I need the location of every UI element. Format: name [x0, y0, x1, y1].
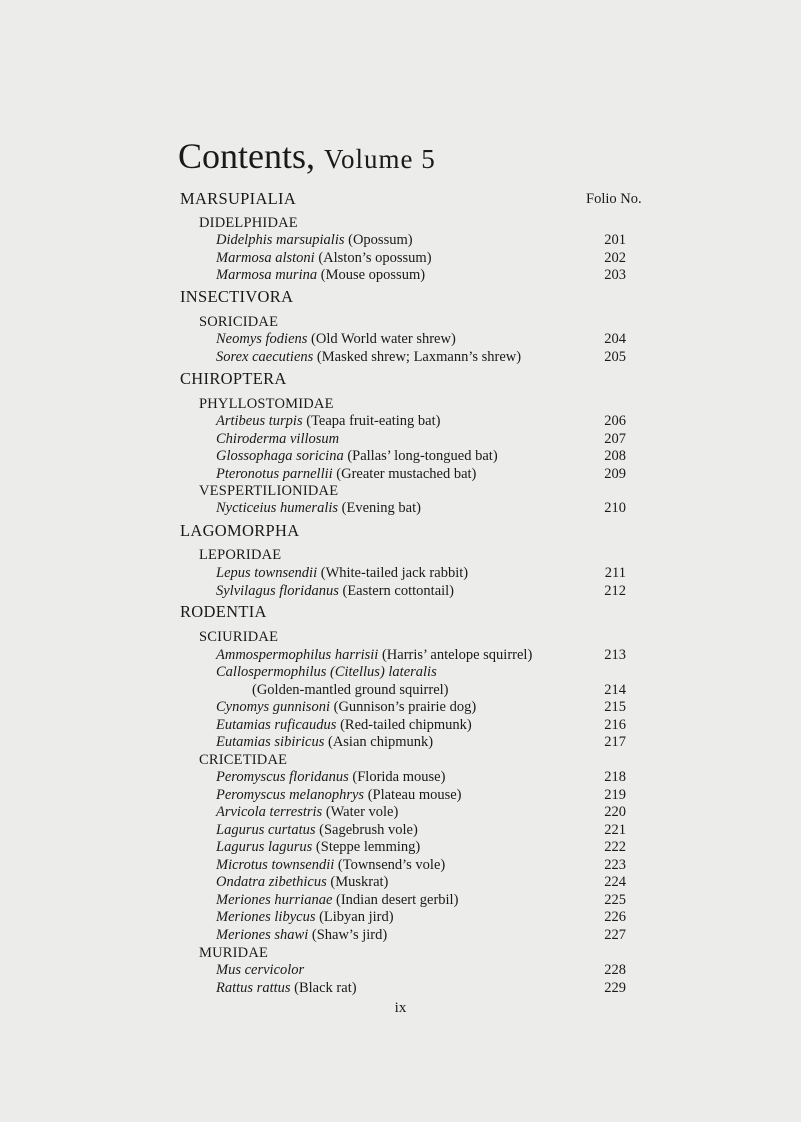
- species-entry: [216, 330, 456, 348]
- folio-number: 212: [604, 583, 626, 599]
- folio-number: 214: [604, 682, 626, 698]
- family-heading: MURIDAE: [199, 945, 269, 961]
- common-name: (Eastern cottontail): [342, 583, 455, 599]
- scientific-name: Meriones hurrianae: [216, 892, 333, 908]
- common-name: (Golden-mantled ground squirrel): [252, 682, 449, 698]
- folio-number: 218: [604, 769, 626, 785]
- folio-number: 221: [604, 822, 626, 838]
- common-name: (Mouse opossum): [320, 267, 426, 283]
- species-entry: [252, 681, 449, 699]
- scientific-name: Cynomys gunnisoni: [216, 699, 330, 715]
- common-name: (Libyan jird): [319, 909, 394, 925]
- folio-header: Folio No.: [586, 191, 642, 207]
- species-entry: [216, 249, 432, 267]
- species-entry: [216, 926, 387, 944]
- folio-number: 207: [604, 431, 626, 447]
- title-text: Contents,: [178, 136, 316, 176]
- scientific-name: Nycticeius humeralis: [216, 500, 339, 516]
- scientific-name: Sorex caecutiens: [216, 349, 314, 365]
- species-entry: [216, 733, 433, 751]
- scientific-name: Artibeus turpis: [216, 413, 303, 429]
- common-name: (White-tailed jack rabbit): [320, 565, 469, 581]
- scientific-name: Meriones libycus: [216, 909, 316, 925]
- scientific-name: Marmosa murina: [216, 267, 318, 283]
- common-name: (Harris’ antelope squirrel): [381, 647, 533, 663]
- folio-number: 206: [604, 413, 626, 429]
- scientific-name: Eutamias ruficaudus: [216, 717, 337, 733]
- page-number: ix: [394, 1000, 407, 1016]
- folio-number: 211: [604, 565, 626, 581]
- scientific-name: Ondatra zibethicus: [216, 874, 327, 890]
- scientific-name: Neomys fodiens: [216, 331, 308, 347]
- species-entry: [216, 891, 458, 909]
- folio-number: 205: [604, 349, 626, 365]
- order-heading: CHIROPTERA: [180, 369, 287, 388]
- scientific-name: Didelphis marsupialis: [216, 232, 345, 248]
- species-entry: [216, 856, 445, 874]
- species-entry: [216, 430, 339, 448]
- common-name: (Shaw’s jird): [311, 927, 388, 943]
- order-heading: LAGOMORPHA: [180, 521, 300, 540]
- common-name: (Townsend’s vole): [337, 857, 446, 873]
- folio-number: 217: [604, 734, 626, 750]
- order-heading: MARSUPIALIA: [180, 189, 297, 208]
- folio-number: 210: [604, 500, 626, 516]
- family-heading: LEPORIDAE: [199, 547, 282, 563]
- scientific-name: Eutamias sibiricus: [216, 734, 325, 750]
- common-name: (Red-tailed chipmunk): [340, 717, 472, 733]
- folio-number: 208: [604, 448, 626, 464]
- folio-number: 228: [604, 962, 626, 978]
- species-entry: [216, 564, 468, 582]
- folio-number: 204: [604, 331, 626, 347]
- family-heading: CRICETIDAE: [199, 752, 288, 768]
- scientific-name: Arvicola terrestris: [216, 804, 323, 820]
- scientific-name: Sylvilagus floridanus: [216, 583, 339, 599]
- folio-number: 227: [604, 927, 626, 943]
- folio-number: 209: [604, 466, 626, 482]
- common-name: (Gunnison’s prairie dog): [333, 699, 477, 715]
- common-name: (Black rat): [294, 980, 357, 996]
- folio-number: 215: [604, 699, 626, 715]
- folio-number: 216: [604, 717, 626, 733]
- species-entry: [216, 499, 421, 517]
- species-entry: [216, 582, 454, 600]
- scientific-name: Mus cervicolor: [216, 962, 305, 978]
- common-name: (Indian desert gerbil): [336, 892, 459, 908]
- species-entry: [216, 698, 476, 716]
- family-heading: DIDELPHIDAE: [199, 215, 298, 231]
- species-entry: [216, 979, 357, 997]
- scientific-name: Marmosa alstoni: [216, 250, 315, 266]
- scientific-name: Glossophaga soricina: [216, 448, 344, 464]
- volume-text: Volume 5: [324, 144, 436, 174]
- species-entry: [216, 768, 445, 786]
- scientific-name: Peromyscus floridanus: [216, 769, 349, 785]
- folio-number: 226: [604, 909, 626, 925]
- species-entry: [216, 821, 418, 839]
- species-entry: [216, 348, 521, 366]
- order-heading: INSECTIVORA: [180, 287, 294, 306]
- species-entry: [216, 646, 532, 664]
- scientific-name: Lagurus lagurus: [216, 839, 313, 855]
- species-entry: [216, 231, 413, 249]
- species-entry: [216, 447, 498, 465]
- common-name: (Evening bat): [341, 500, 421, 516]
- species-entry: [216, 716, 472, 734]
- folio-number: 223: [604, 857, 626, 873]
- order-heading: RODENTIA: [180, 602, 267, 621]
- common-name: (Steppe lemming): [315, 839, 421, 855]
- species-entry: [216, 873, 388, 891]
- species-entry: [216, 961, 304, 979]
- family-heading: SCIURIDAE: [199, 629, 279, 645]
- family-heading: SORICIDAE: [199, 314, 279, 330]
- species-entry: [216, 803, 398, 821]
- scientific-name: Rattus rattus: [216, 980, 291, 996]
- species-entry: [216, 663, 437, 681]
- folio-number: 203: [604, 267, 626, 283]
- species-entry: [216, 266, 425, 284]
- common-name: (Muskrat): [330, 874, 389, 890]
- scientific-name: Peromyscus melanophrys: [216, 787, 365, 803]
- folio-number: 202: [604, 250, 626, 266]
- scientific-name: Meriones shawi: [216, 927, 309, 943]
- common-name: (Greater mustached bat): [336, 466, 477, 482]
- scientific-name: Microtus townsendii: [216, 857, 335, 873]
- scientific-name: Callospermophilus (Citellus) lateralis: [216, 664, 437, 680]
- folio-number: 225: [604, 892, 626, 908]
- species-entry: [216, 786, 462, 804]
- common-name: (Masked shrew; Laxmann’s shrew): [316, 349, 522, 365]
- common-name: (Florida mouse): [352, 769, 446, 785]
- common-name: (Asian chipmunk): [327, 734, 434, 750]
- scientific-name: Pteronotus parnellii: [216, 466, 333, 482]
- folio-number: 224: [604, 874, 626, 890]
- species-entry: [216, 838, 420, 856]
- common-name: (Pallas’ long-tongued bat): [347, 448, 498, 464]
- page-title: [178, 136, 436, 179]
- species-entry: [216, 412, 440, 430]
- species-entry: [216, 908, 394, 926]
- scientific-name: Ammospermophilus harrisii: [216, 647, 379, 663]
- species-entry: [216, 465, 476, 483]
- common-name: (Opossum): [348, 232, 413, 248]
- common-name: (Alston’s opossum): [318, 250, 432, 266]
- folio-number: 219: [604, 787, 626, 803]
- folio-number: 220: [604, 804, 626, 820]
- family-heading: PHYLLOSTOMIDAE: [199, 396, 334, 412]
- folio-number: 222: [604, 839, 626, 855]
- folio-number: 201: [604, 232, 626, 248]
- common-name: (Sagebrush vole): [319, 822, 418, 838]
- scientific-name: Chiroderma villosum: [216, 431, 340, 447]
- scientific-name: Lepus townsendii: [216, 565, 318, 581]
- scientific-name: Lagurus curtatus: [216, 822, 316, 838]
- common-name: (Old World water shrew): [311, 331, 456, 347]
- common-name: (Teapa fruit-eating bat): [306, 413, 441, 429]
- family-heading: VESPERTILIONIDAE: [199, 483, 339, 499]
- common-name: (Water vole): [325, 804, 399, 820]
- folio-number: 213: [604, 647, 626, 663]
- common-name: (Plateau mouse): [367, 787, 462, 803]
- folio-number: 229: [604, 980, 626, 996]
